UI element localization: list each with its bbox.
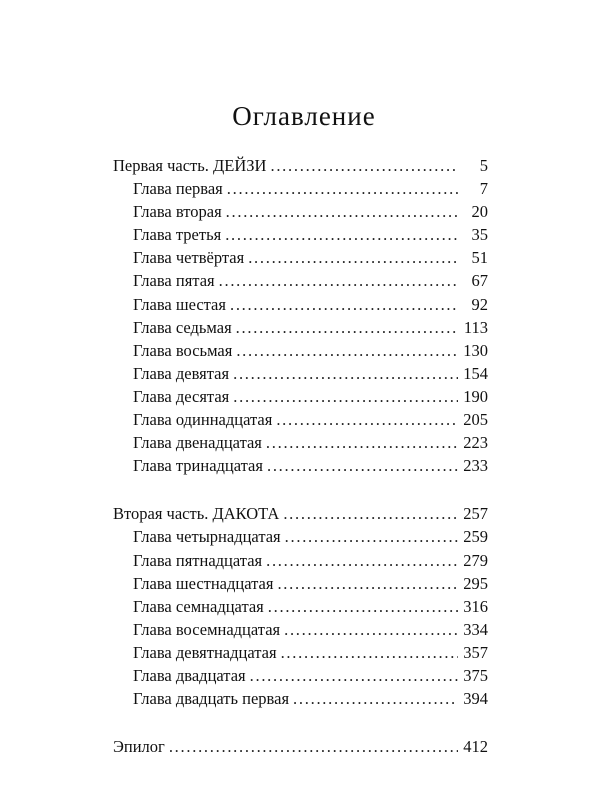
toc-chapter-entry (113, 339, 488, 362)
dot-leader (233, 385, 458, 408)
dot-leader (276, 408, 458, 431)
dot-leader (270, 154, 458, 177)
toc-entry-page-number: 190 (463, 386, 488, 406)
dot-leader (250, 664, 458, 687)
dot-leader (293, 687, 458, 710)
toc-entry-page-number: 92 (471, 294, 488, 314)
dot-leader (236, 339, 458, 362)
toc-chapter-entry (113, 618, 488, 641)
toc-chapter-entry (113, 408, 488, 431)
toc-chapter-entry (113, 246, 488, 269)
toc-chapter-entry (113, 316, 488, 339)
toc-entry-page-number: 51 (471, 248, 488, 268)
toc-chapter-entry (113, 572, 488, 595)
toc-chapter-entry (113, 362, 488, 385)
toc-chapter-entry (113, 454, 488, 477)
dot-leader (266, 549, 458, 572)
toc-entry-page-number: 20 (471, 202, 488, 222)
toc-entry-label: Глава тринадцатая (133, 456, 263, 476)
toc-entry-page-number: 7 (479, 179, 488, 199)
dot-leader (230, 293, 458, 316)
toc-entry-label: Эпилог (113, 737, 165, 757)
dot-leader (227, 177, 458, 200)
dot-leader (226, 200, 458, 223)
toc-entry-page-number: 113 (463, 317, 488, 337)
toc-entry-label: Глава десятая (133, 386, 230, 406)
toc-entry-label: Первая часть. ДЕЙЗИ (113, 156, 267, 175)
toc-entry-page-number: 412 (463, 737, 488, 757)
dot-leader (225, 223, 458, 246)
toc-entry-label: Глава четвёртая (133, 248, 245, 268)
dot-leader (281, 641, 458, 664)
dot-leader (266, 431, 458, 454)
toc-entry-label: Глава семнадцатая (133, 596, 264, 616)
toc-entry-label: Глава восьмая (133, 340, 233, 360)
toc-entry-label: Глава двадцать первая (133, 689, 290, 709)
toc-chapter-entry (113, 687, 488, 710)
toc-chapter-entry (113, 269, 488, 292)
toc-chapter-entry (113, 177, 488, 200)
toc-entry-page-number: 357 (463, 642, 488, 662)
dot-leader (169, 735, 458, 758)
toc-chapter-entry (113, 664, 488, 687)
dot-leader (267, 454, 458, 477)
toc-entry-label: Глава девятая (133, 363, 230, 383)
toc-chapter-entry (113, 200, 488, 223)
toc-entry-page-number: 375 (463, 665, 488, 685)
dot-leader (248, 246, 458, 269)
toc-chapter-entry (113, 223, 488, 246)
dot-leader (285, 525, 458, 548)
toc-chapter-entry (113, 385, 488, 408)
toc-entry-label: Глава третья (133, 225, 222, 245)
toc-entry-page-number: 316 (463, 596, 488, 616)
toc-entry-label: Вторая часть. ДАКОТА (113, 504, 280, 524)
toc-chapter-entry (113, 525, 488, 548)
toc-entry-label: Глава четырнадцатая (133, 527, 281, 547)
dot-leader (283, 502, 458, 525)
toc-entry-label: Глава одиннадцатая (133, 410, 273, 430)
toc-entry-label: Глава вторая (133, 202, 222, 222)
toc-entry-page-number: 259 (463, 527, 488, 547)
dot-leader (268, 595, 458, 618)
toc-entry-label: Глава двадцатая (133, 665, 246, 685)
toc-entry-label: Глава восемнадцатая (133, 619, 281, 639)
toc-entry-page-number: 223 (463, 433, 488, 453)
toc-part-entry (113, 735, 488, 758)
toc-chapter-entry (113, 549, 488, 572)
toc-chapter-entry (113, 431, 488, 454)
toc-entry-page-number: 279 (463, 550, 488, 570)
dot-leader (284, 618, 458, 641)
toc-chapter-entry (113, 595, 488, 618)
toc-entry-page-number: 35 (471, 225, 488, 245)
toc-entry-page-number: 130 (463, 340, 488, 360)
toc-entry-page-number: 394 (463, 689, 488, 709)
toc-entry-page-number: 295 (463, 573, 488, 593)
toc-chapter-entry (113, 641, 488, 664)
toc-list (113, 154, 488, 758)
toc-entry-label: Глава пятая (133, 271, 215, 291)
toc-part-entry (113, 502, 488, 525)
dot-leader (233, 362, 458, 385)
toc-part-entry (113, 154, 488, 177)
toc-entry-page-number: 257 (463, 504, 488, 524)
toc-chapter-entry (113, 293, 488, 316)
toc-entry-label: Глава шестая (133, 294, 226, 314)
toc-entry-label: Глава пятнадцатая (133, 550, 263, 570)
page-title: Оглавление (232, 101, 376, 131)
toc-entry-label: Глава двенадцатая (133, 433, 262, 453)
dot-leader (219, 269, 458, 292)
toc-entry-page-number: 154 (463, 363, 488, 383)
toc-entry-page-number: 334 (463, 619, 488, 639)
toc-entry-label: Глава седьмая (133, 317, 232, 337)
toc-entry-label: Глава девятнадцатая (133, 642, 277, 662)
toc-entry-label: Глава первая (133, 179, 223, 199)
toc-entry-page-number: 67 (471, 271, 488, 291)
dot-leader (236, 316, 458, 339)
toc-entry-label: Глава шестнадцатая (133, 573, 274, 593)
toc-entry-page-number: 5 (479, 156, 488, 175)
toc-entry-page-number: 233 (463, 456, 488, 476)
toc-entry-page-number: 205 (463, 410, 488, 430)
dot-leader (277, 572, 458, 595)
